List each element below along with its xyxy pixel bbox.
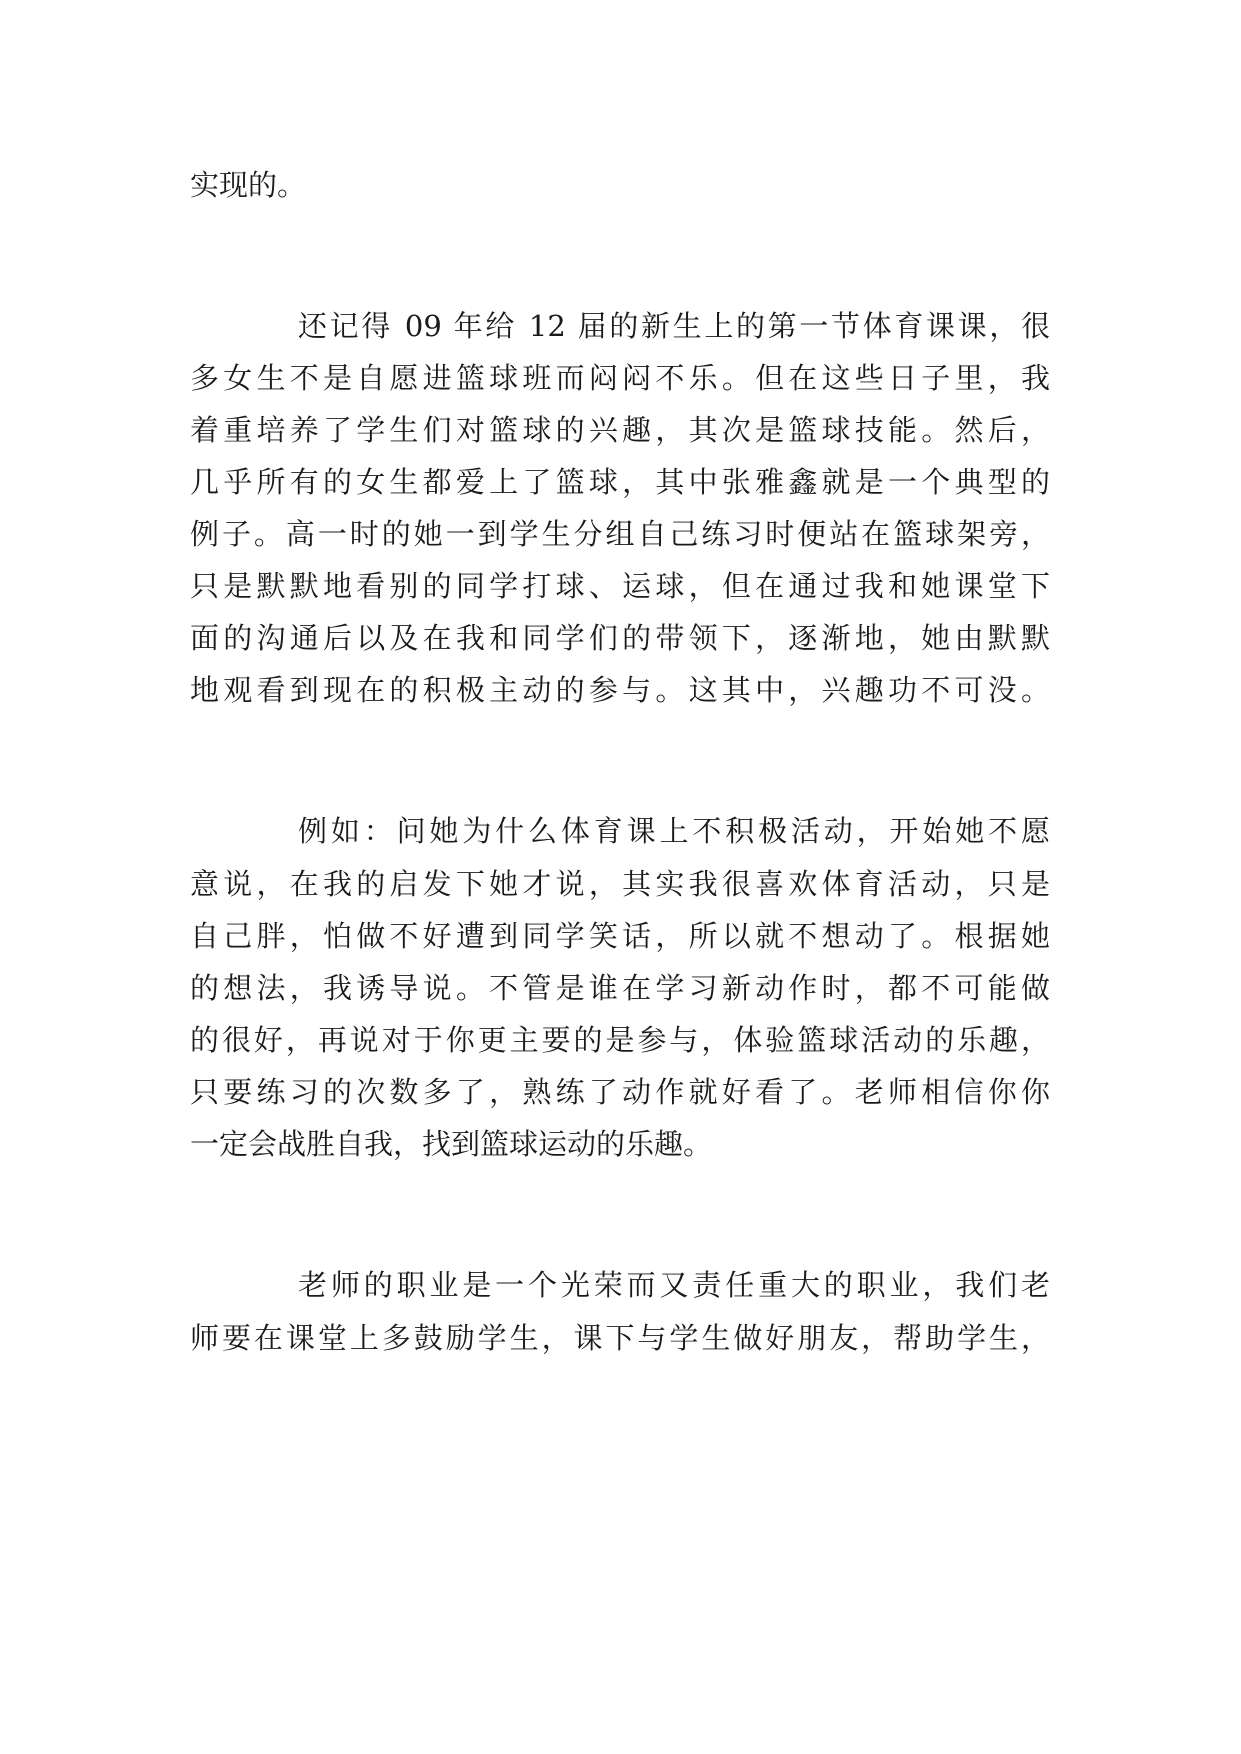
paragraph-3-line-4: 的想法，我诱导说。不管是谁在学习新动作时，都不可能做 <box>190 971 1050 1005</box>
paragraph-3-line-1: 例如：问她为什么体育课上不积极活动，开始她不愿 <box>298 814 1050 848</box>
paragraph-3-line-2: 意说，在我的启发下她才说，其实我很喜欢体育活动，只是 <box>190 867 1050 901</box>
paragraph-2-line-3: 着重培养了学生们对篮球的兴趣，其次是篮球技能。然后， <box>190 413 1050 447</box>
paragraph-3-line-3: 自己胖，怕做不好遭到同学笑话，所以就不想动了。根据她 <box>190 919 1050 953</box>
paragraph-4-line-1: 老师的职业是一个光荣而又责任重大的职业，我们老 <box>298 1268 1050 1302</box>
paragraph-3-line-5: 的很好，再说对于你更主要的是参与，体验篮球活动的乐趣， <box>190 1023 1050 1057</box>
paragraph-1-line-1: 实现的。 <box>190 168 307 202</box>
paragraph-2-line-4: 几乎所有的女生都爱上了篮球，其中张雅鑫就是一个典型的 <box>190 465 1050 499</box>
paragraph-2-line-5: 例子。高一时的她一到学生分组自己练习时便站在篮球架旁， <box>190 517 1050 551</box>
paragraph-2-line-8: 地观看到现在的积极主动的参与。这其中，兴趣功不可没。 <box>190 673 1050 707</box>
paragraph-3-line-6: 只要练习的次数多了，熟练了动作就好看了。老师相信你你 <box>190 1075 1050 1109</box>
paragraph-2-line-7: 面的沟通后以及在我和同学们的带领下，逐渐地，她由默默 <box>190 621 1050 655</box>
paragraph-2-line-2: 多女生不是自愿进篮球班而闷闷不乐。但在这些日子里，我 <box>190 361 1050 395</box>
paragraph-2-line-6: 只是默默地看别的同学打球、运球，但在通过我和她课堂下 <box>190 569 1050 603</box>
paragraph-3-line-7: 一定会战胜自我，找到篮球运动的乐趣。 <box>190 1127 713 1161</box>
paragraph-2-line-1: 还记得 09 年给 12 届的新生上的第一节体育课课，很 <box>298 309 1050 343</box>
paragraph-4-line-2: 师要在课堂上多鼓励学生，课下与学生做好朋友，帮助学生， <box>190 1321 1050 1355</box>
